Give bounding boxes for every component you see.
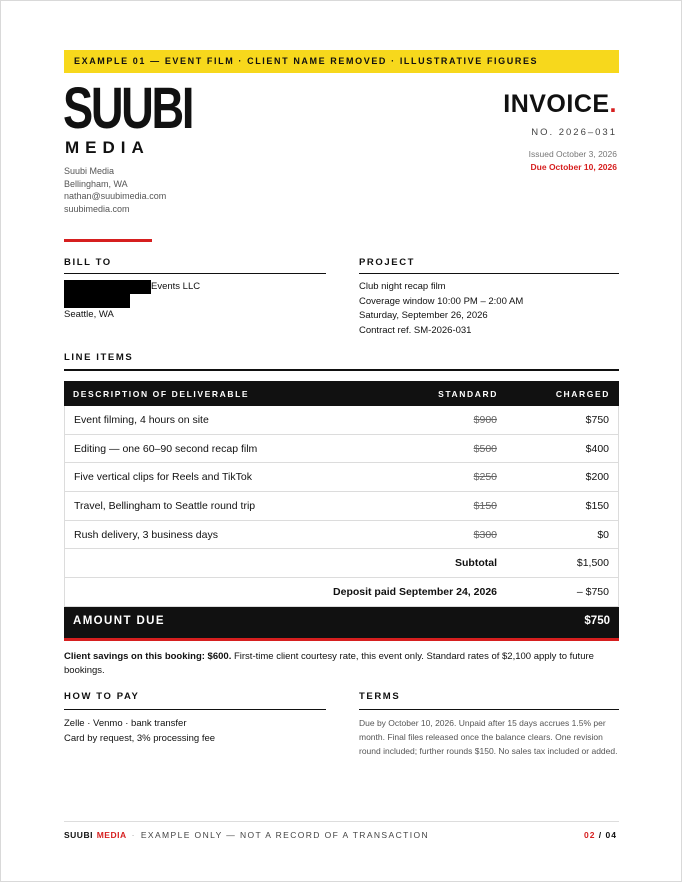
footer-divider [64,821,619,822]
header-description: DESCRIPTION OF DELIVERABLE [73,389,250,399]
footer-brand-media: MEDIA [96,830,127,840]
table-row [64,521,619,550]
invoice-title-text: INVOICE [503,90,610,118]
row-charged-price: $400 [585,442,609,455]
bill-to-rule [64,273,326,274]
sender-address [64,165,166,215]
savings-note-text: First-time client courtesy rate, this event only. Standard rates of $2,100 apply to future bookings. [64,651,594,676]
row-charged-price: $750 [585,414,609,426]
table-row [64,435,619,464]
row-standard-price: $500 [473,442,497,455]
terms-rule [359,709,619,710]
terms-text: Due by October 10, 2026. Unpaid after 15 days accrues 1.5% per month. Final files released once the balance clears. One revision round included; further rounds $150. No sales tax included or added. [359,718,618,756]
amount-due-value: $750 [584,614,610,627]
row-standard-price: $900 [473,414,497,426]
amount-due-accent [64,638,619,641]
row-standard-price: $300 [473,528,497,541]
row-description: Rush delivery, 3 business days [74,528,218,541]
table-header [64,381,619,406]
invoice-title-dot: . [609,90,617,118]
accent-divider [64,239,152,242]
savings-note [64,650,619,678]
row-standard-price: $150 [473,500,497,513]
card-note: Card by request, 3% processing fee [64,733,216,744]
sender-name: Suubi Media [64,166,115,176]
row-description: Event filming, 4 hours on site [74,414,209,426]
row-charged-price: $200 [585,471,609,484]
logo-wordmark-media: MEDIA [65,138,150,157]
project-line: Contract ref. SM-2026-031 [359,324,472,336]
page-total: 04 [605,830,617,840]
how-to-pay-block [64,716,215,746]
subtotal-label: Subtotal [455,557,497,570]
header-standard: STANDARD [438,389,498,399]
row-description: Travel, Bellingham to Seattle round trip [74,500,256,513]
table-row [64,463,619,492]
table-row [64,406,619,435]
line-items-heading: LINE ITEMS [64,352,134,363]
how-to-pay-rule [64,709,326,710]
subtotal-value: $1,500 [576,557,609,570]
row-description: Five vertical clips for Reels and TikTok [74,471,252,484]
bill-to-block [64,280,200,322]
footer-left [64,830,429,840]
header-charged: CHARGED [555,389,610,399]
bill-to-heading: BILL TO [64,257,112,268]
project-line: Saturday, September 26, 2026 [359,310,488,321]
deposit-label: Deposit paid September 24, 2026 [333,586,497,599]
page-separator: / [595,830,606,840]
amount-due-bar [64,607,619,638]
terms-heading: TERMS [359,691,401,702]
deposit-value: – $750 [576,586,609,599]
sender-email: nathan@suubimedia.com [64,191,167,202]
footer-separator: · [131,830,136,840]
project-block [359,280,523,338]
payment-methods: Zelle · Venmo · bank transfer [64,718,187,729]
invoice-title [503,90,617,119]
row-charged-price: $0 [597,528,609,541]
bill-to-company-suffix: Events LLC [151,281,201,292]
redaction-bar [64,280,151,294]
bill-to-company [64,280,200,294]
invoice-number: NO. 2026–031 [531,127,617,138]
sender-website: suubimedia.com [64,203,130,214]
due-date: Due October 10, 2026 [530,162,617,172]
footer-note: EXAMPLE ONLY — NOT A RECORD OF A TRANSACTION [140,830,430,840]
issued-date: Issued October 3, 2026 [528,149,617,159]
project-heading: PROJECT [359,257,416,268]
deposit-row [64,578,619,607]
line-items-rule [64,369,619,371]
page-indicator [584,830,617,840]
row-standard-price: $250 [473,471,497,484]
example-banner: EXAMPLE 01 — EVENT FILM · CLIENT NAME REMOVED · ILLUSTRATIVE FIGURES [64,50,619,73]
redaction-bar [64,294,130,308]
bill-to-city: Seattle, WA [64,309,114,320]
sender-city: Bellingham, WA [64,178,128,189]
logo-wordmark-suubi: SUUBI [63,76,193,141]
project-rule [359,273,619,274]
footer-brand-suubi: SUUBI [64,830,93,840]
how-to-pay-heading: HOW TO PAY [64,691,140,702]
table-row [64,492,619,521]
project-line: Coverage window 10:00 PM – 2:00 AM [359,295,524,307]
bill-to-line-redacted [64,294,200,308]
line-items-table [64,381,619,641]
project-line: Club night recap film [359,281,446,292]
savings-note-bold: Client savings on this booking: $600. [64,651,232,662]
row-description: Editing — one 60–90 second recap film [74,442,258,455]
subtotal-row [64,549,619,578]
amount-due-label: AMOUNT DUE [73,614,165,627]
page-current: 02 [583,830,596,840]
row-charged-price: $150 [585,500,609,513]
